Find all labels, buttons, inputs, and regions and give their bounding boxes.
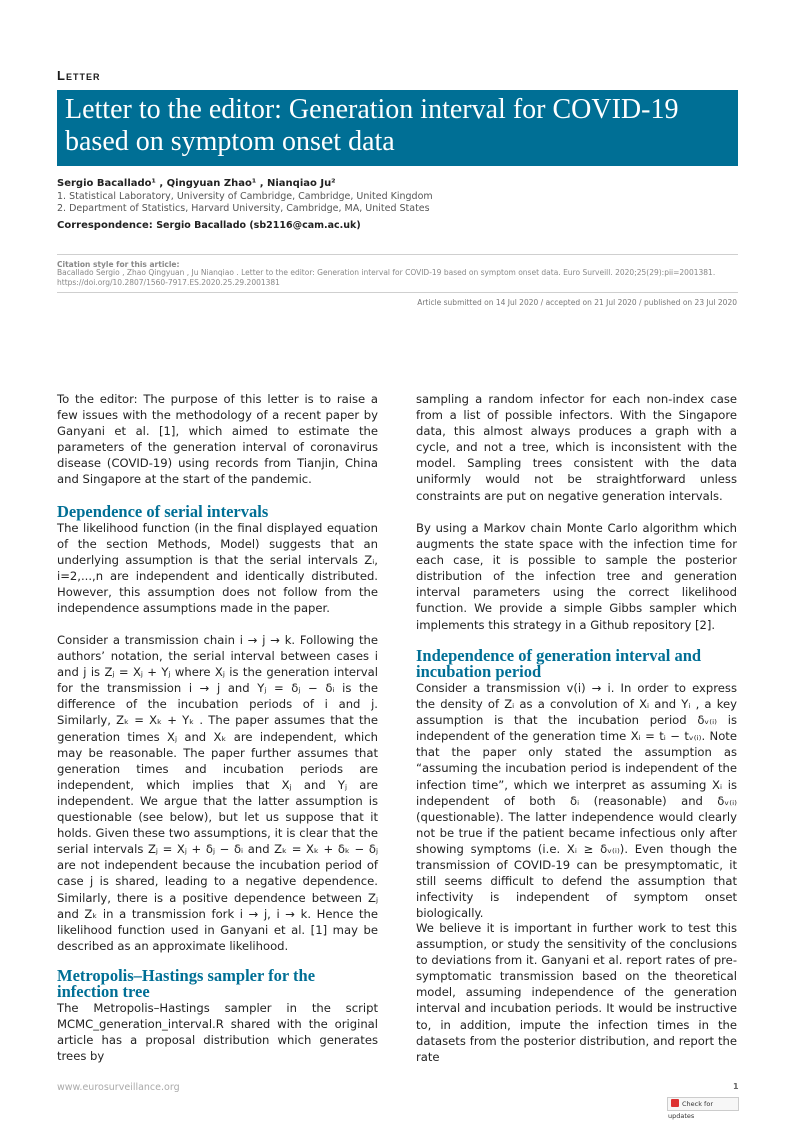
article-title: Letter to the editor: Generation interval for COVID-19 based on symptom onset data xyxy=(65,94,679,157)
divider-top xyxy=(57,254,738,255)
title-banner xyxy=(57,90,738,166)
correspondence-label: Correspondence: xyxy=(57,220,153,231)
heading-mh-sampler-line2: infection tree xyxy=(57,982,150,1001)
left-paragraph-1: The likelihood function (in the final displayed equation of the section Methods, Model) suggests that an underlying assumption is that the serial intervals Zᵢ, i=2,...,n are independent and identically distributed. However, this assumption does not follow from the independence assumptions made in the paper. xyxy=(57,521,378,616)
check-updates-icon xyxy=(671,1099,679,1107)
right-paragraph-4: We believe it is important in further work to test this assumption, or study the sensitivity of the conclusions to deviations from it. Ganyani et al. report rates of pre-symptomatic transmission based on the theoretical model, assuming independence of the generation interval and incubation periods. It would be instructive to, in addition, impute the infection times in the datasets from the posterior distribution, and report the rate xyxy=(416,921,737,1064)
citation-heading: Citation style for this article: xyxy=(57,260,180,269)
author-list: Sergio Bacallado¹ , Qingyuan Zhao¹ , Nianqiao Ju² xyxy=(57,178,336,189)
right-paragraph-3: Consider a transmission v(i) → i. In order to express the density of Zᵢ as a convolution of Xᵢ and Yᵢ , a key assumption is that the incubation period δᵥ₍ᵢ₎ is independent of the generation time Xᵢ = tᵢ − tᵥ₍ᵢ₎. Note that the paper only stated the assumption as “assuming the incubation period is independent of the infection time”, which we interpret as assuming Xᵢ is independent of both δᵢ (reasonable) and δᵥ₍ᵢ₎ (questionable). The latter independence would clearly not be true if the patient became infectious only after showing symptoms (i.e. Xᵢ ≥ δᵥ₍ᵢ₎). Even though the transmission of COVID-19 can be presymptomatic, it still seems difficult to defend the assumption that infectivity is independent of symptom onset biologically. xyxy=(416,681,737,921)
correspondence xyxy=(57,220,361,231)
article-type-label: Letter xyxy=(57,68,101,83)
heading-mh-sampler-line1: Metropolis–Hastings sampler for the xyxy=(57,966,316,985)
check-for-updates-badge[interactable] xyxy=(667,1097,739,1120)
correspondence-value[interactable]: Sergio Bacallado (sb2116@cam.ac.uk) xyxy=(156,220,361,231)
affiliation-1: 1. Statistical Laboratory, University of Cambridge, Cambridge, United Kingdom xyxy=(57,191,433,202)
left-intro: To the editor: The purpose of this letter is to raise a few issues with the methodology of a recent paper by Ganyani et al. [1], which aimed to estimate the parameters of the generation interval of coronavirus disease (COVID-19) using records from Tianjin, China and Singapore at the start of the pandemic. xyxy=(57,392,378,487)
affiliation-2: 2. Department of Statistics, Harvard University, Cambridge, MA, United States xyxy=(57,203,430,214)
left-paragraph-2: Consider a transmission chain i → j → k. Following the authors’ notation, the serial interval between cases i and j is Zⱼ = Xⱼ + Yⱼ where Xⱼ is the generation interval for the transmission i → j and Yⱼ = δⱼ − δᵢ is the difference of the incubation periods of i and j. Similarly, Zₖ = Xₖ + Yₖ . The paper assumes that the generation times Xⱼ and Xₖ are independent, which may be reasonable. The paper further assumes that generation times and incubation periods are independent, which implies that Xⱼ and Yⱼ are independent. We argue that the latter assumption is questionable (see below), but let us suppose that it holds. Given these two assumptions, it is clear that the serial intervals Zⱼ = Xⱼ + δⱼ − δᵢ and Zₖ = Xₖ + δₖ − δⱼ are not independent because the incubation period of case j is shared, leading to a negative dependence. Similarly, there is a positive dependence between Zⱼ and Zₖ in a transmission fork i → j, i → k. Hence the likelihood function used in Ganyani et al. [1] may be described as an approximate likelihood. xyxy=(57,633,378,953)
check-updates-label: Check for updates xyxy=(668,1100,713,1120)
right-paragraph-1: sampling a random infector for each non-index case from a list of possible infectors. With the Singapore data, this almost always produces a graph with a cycle, and not a tree, which is inconsistent with the model. Sampling trees consistent with the data uniformly would not be straightforward unless constraints are put on negative generation intervals. xyxy=(416,392,737,503)
heading-dependence-serial-intervals: Dependence of serial intervals xyxy=(57,502,269,521)
left-paragraph-3: The Metropolis–Hastings sampler in the script MCMC_generation_interval.R shared with the original article has a proposal distribution which generates trees by xyxy=(57,1001,378,1064)
heading-independence-line2: incubation period xyxy=(416,662,542,681)
footer-url[interactable]: www.eurosurveillance.org xyxy=(57,1082,180,1093)
article-dates: Article submitted on 14 Jul 2020 / accepted on 21 Jul 2020 / published on 23 Jul 2020 xyxy=(417,298,737,307)
heading-independence-line1: Independence of generation interval and xyxy=(416,646,702,665)
divider-bottom xyxy=(57,292,738,293)
citation-text: Bacallado Sergio , Zhao Qingyuan , Ju Nianqiao . Letter to the editor: Generation interval for COVID-19 based on symptom onset data. Euro Surveill. 2020;25(29):pii=2001381. https://doi.org/10.2807/1560-7917.ES.2020.25.29.2001381 xyxy=(57,268,716,287)
right-paragraph-2: By using a Markov chain Monte Carlo algorithm which augments the state space with the infection time for each case, it is possible to sample the posterior distribution of the infection tree and generation interval parameters using the correct likelihood function. We provide a simple Gibbs sampler which implements this strategy in a Github repository [2]. xyxy=(416,521,737,632)
page-number: 1 xyxy=(733,1082,739,1091)
